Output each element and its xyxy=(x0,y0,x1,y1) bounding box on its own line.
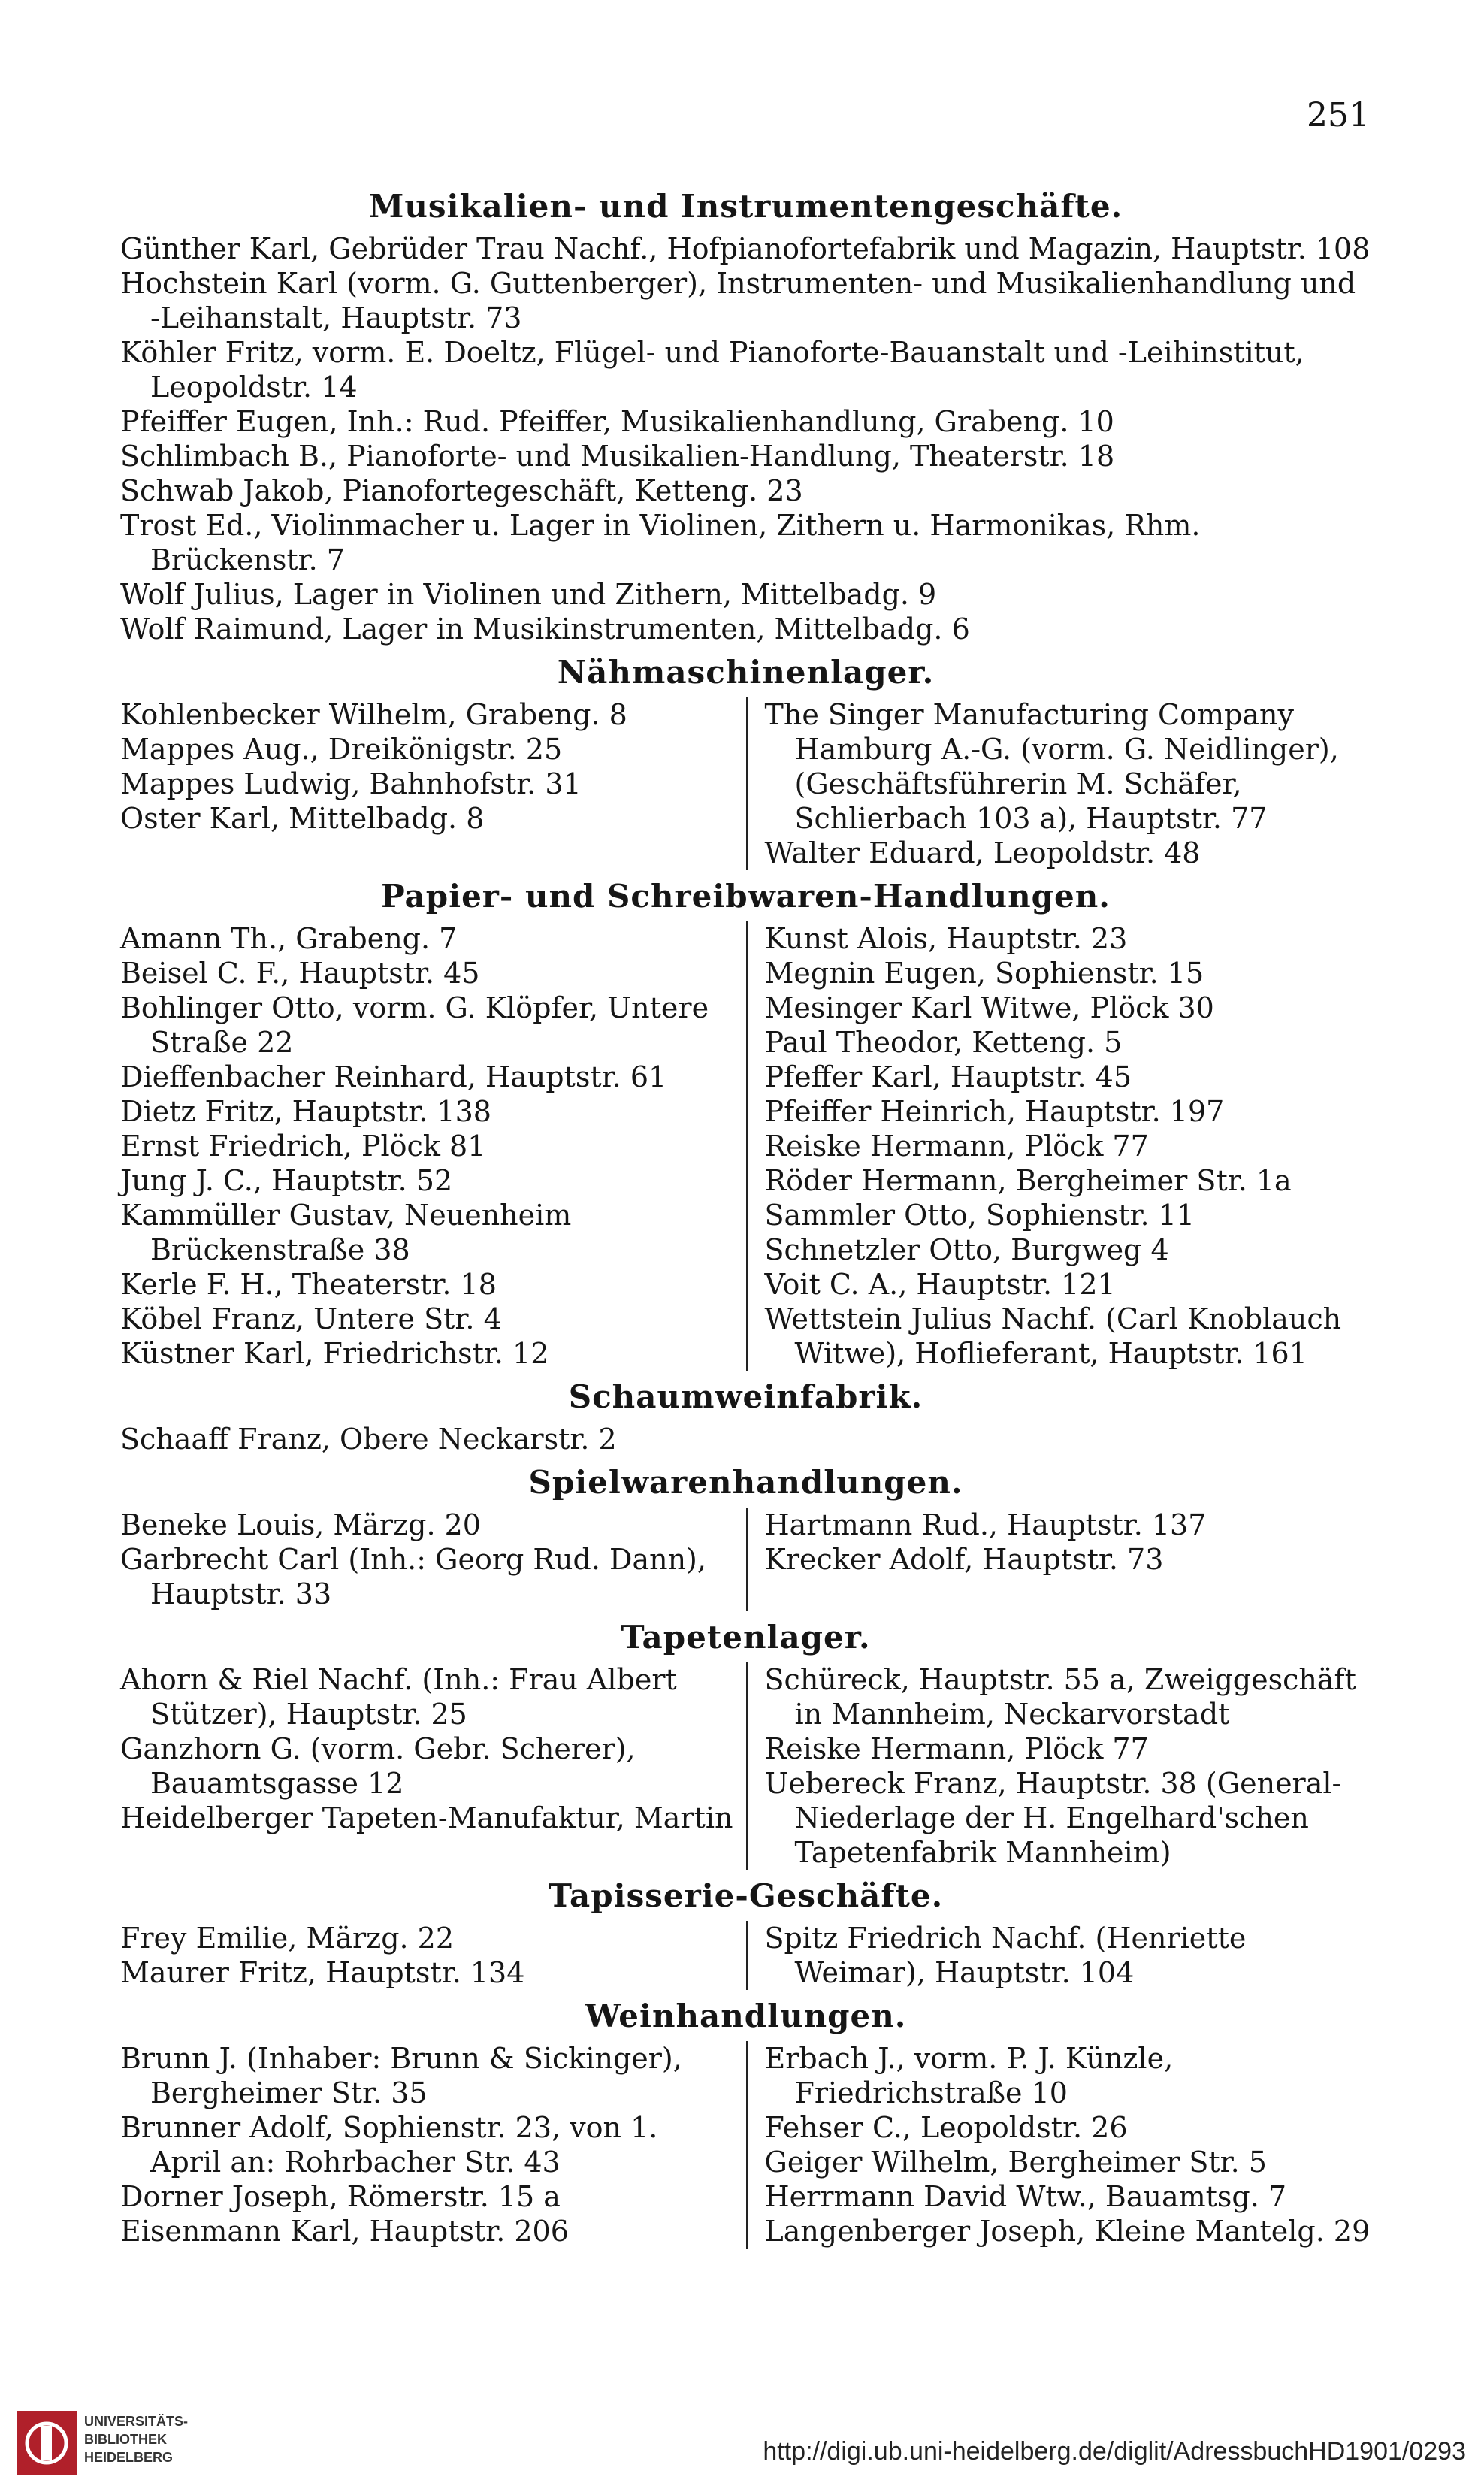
two-column-list xyxy=(120,2041,1371,2249)
two-column-list xyxy=(120,921,1371,1371)
library-logo xyxy=(17,2408,197,2480)
directory-entry: Küstner Karl, Friedrichstr. 12 xyxy=(120,1337,549,1370)
directory-entry: Ernst Friedrich, Plöck 81 xyxy=(120,1130,486,1163)
section-title: Musikalien- und Instrumentengeschäfte. xyxy=(368,188,1123,225)
directory-entry: Brunn J. (Inhaber: Brunn & Sickinger), Bergheimer Str. 35 xyxy=(120,2042,682,2109)
directory-entry: Schlimbach B., Pianoforte- und Musikalien-Handlung, Theaterstr. 18 xyxy=(120,440,1115,473)
directory-entry: Fehser C., Leopoldstr. 26 xyxy=(764,2111,1128,2144)
directory-entry: Günther Karl, Gebrüder Trau Nachf., Hofpianofortefabrik und Magazin, Hauptstr. 108 xyxy=(120,232,1371,265)
two-column-list xyxy=(120,1921,1371,1990)
directory-entry: Mesinger Karl Witwe, Plöck 30 xyxy=(764,991,1214,1024)
right-column xyxy=(746,921,1372,1371)
left-column xyxy=(120,921,746,1371)
directory-entry: Pfeffer Karl, Hauptstr. 45 xyxy=(764,1060,1132,1093)
two-column-list xyxy=(120,1662,1371,1870)
directory-entry: Mappes Aug., Dreikönigstr. 25 xyxy=(120,733,563,766)
directory-entry: Kunst Alois, Hauptstr. 23 xyxy=(764,922,1128,955)
section-title: Nähmaschinenlager. xyxy=(557,654,935,691)
directory-entry: Megnin Eugen, Sophienstr. 15 xyxy=(764,957,1204,990)
directory-entry: Erbach J., vorm. P. J. Künzle, Friedrichstraße 10 xyxy=(764,2042,1174,2109)
logo-line: UNIVERSITÄTS- xyxy=(84,2414,189,2429)
directory-entry: Wettstein Julius Nachf. (Carl Knoblauch Witwe), Hoflieferant, Hauptstr. 161 xyxy=(764,1302,1342,1370)
directory-entry: Hochstein Karl (vorm. G. Guttenberger), Instrumenten- und Musikalienhandlung und -Leihanstalt, Hauptstr. 73 xyxy=(120,267,1356,334)
library-logo-text xyxy=(84,2412,188,2466)
library-seal-icon xyxy=(17,2411,77,2475)
left-column xyxy=(120,1508,746,1611)
directory-entry: Mappes Ludwig, Bahnhofstr. 31 xyxy=(120,767,582,800)
directory-entry: Wolf Julius, Lager in Violinen und Zithern, Mittelbadg. 9 xyxy=(120,578,937,611)
directory-entry: Reiske Hermann, Plöck 77 xyxy=(764,1130,1149,1163)
directory-entry: Spitz Friedrich Nachf. (Henriette Weimar), Hauptstr. 104 xyxy=(764,1922,1247,1989)
logo-line: BIBLIOTHEK xyxy=(84,2432,167,2447)
directory-entry: Beisel C. F., Hauptstr. 45 xyxy=(120,957,480,990)
right-column xyxy=(746,1662,1372,1870)
section-title: Tapisserie-Geschäfte. xyxy=(548,1877,944,1914)
source-url-link[interactable]: http://digi.ub.uni-heidelberg.de/diglit/AdressbuchHD1901/0293 xyxy=(763,2437,1466,2466)
page-number: 251 xyxy=(1307,96,1370,135)
directory-entry: The Singer Manufacturing Company Hamburg A.-G. (vorm. G. Neidlinger), (Geschäftsführerin M. Schäfer, Schlierbach 103 a), Hauptstr. 77 xyxy=(764,698,1339,835)
left-column xyxy=(120,697,746,870)
directory-entry: Jung J. C., Hauptstr. 52 xyxy=(120,1164,453,1197)
directory-entry: Köbel Franz, Untere Str. 4 xyxy=(120,1302,502,1335)
directory-entry: Kohlenbecker Wilhelm, Grabeng. 8 xyxy=(120,698,627,731)
right-column xyxy=(746,1921,1372,1990)
section-title: Tapetenlager. xyxy=(621,1619,871,1656)
directory-entry: Dieffenbacher Reinhard, Hauptstr. 61 xyxy=(120,1060,667,1093)
directory-entry: Trost Ed., Violinmacher u. Lager in Violinen, Zithern u. Harmonikas, Rhm. Brückenstr. 7 xyxy=(120,509,1201,576)
right-column xyxy=(746,697,1372,870)
directory-entry: Dorner Joseph, Römerstr. 15 a xyxy=(120,2180,561,2213)
directory-entry: Heidelberger Tapeten-Manufaktur, Martin xyxy=(120,1801,733,1834)
directory-entry: Geiger Wilhelm, Bergheimer Str. 5 xyxy=(764,2146,1267,2179)
section-title: Weinhandlungen. xyxy=(585,1998,907,2034)
directory-entry: Beneke Louis, Märzg. 20 xyxy=(120,1508,481,1541)
footer xyxy=(0,2399,1484,2489)
directory-entry: Krecker Adolf, Hauptstr. 73 xyxy=(764,1543,1164,1576)
directory-content xyxy=(120,180,1371,2249)
directory-entry: Ahorn & Riel Nachf. (Inh.: Frau Albert Stützer), Hauptstr. 25 xyxy=(120,1663,677,1731)
directory-entry: Maurer Fritz, Hauptstr. 134 xyxy=(120,1956,525,1989)
logo-line: HEIDELBERG xyxy=(84,2450,174,2465)
section-title: Papier- und Schreibwaren-Handlungen. xyxy=(381,878,1111,915)
two-column-list xyxy=(120,697,1371,870)
directory-entry: Pfeiffer Eugen, Inh.: Rud. Pfeiffer, Musikalienhandlung, Grabeng. 10 xyxy=(120,405,1114,438)
directory-entry: Reiske Hermann, Plöck 77 xyxy=(764,1732,1149,1765)
directory-entry: Bohlinger Otto, vorm. G. Klöpfer, Untere Straße 22 xyxy=(120,991,709,1059)
left-column xyxy=(120,1921,746,1990)
directory-entry: Frey Emilie, Märzg. 22 xyxy=(120,1922,455,1955)
directory-entry: Köhler Fritz, vorm. E. Doeltz, Flügel- und Pianoforte-Bauanstalt und -Leihinstitut, Leopoldstr. 14 xyxy=(120,336,1304,404)
directory-entry: Schaaff Franz, Obere Neckarstr. 2 xyxy=(120,1423,617,1456)
section-title: Spielwarenhandlungen. xyxy=(528,1464,963,1501)
right-column xyxy=(746,2041,1372,2249)
directory-entry: Walter Eduard, Leopoldstr. 48 xyxy=(764,836,1201,869)
directory-entry: Kerle F. H., Theaterstr. 18 xyxy=(120,1268,497,1301)
directory-entry: Voit C. A., Hauptstr. 121 xyxy=(764,1268,1116,1301)
directory-entry: Oster Karl, Mittelbadg. 8 xyxy=(120,802,485,835)
directory-entry: Dietz Fritz, Hauptstr. 138 xyxy=(120,1095,491,1128)
directory-entry: Kammüller Gustav, Neuenheim Brückenstraße 38 xyxy=(120,1199,572,1266)
two-column-list xyxy=(120,1508,1371,1611)
directory-entry: Röder Hermann, Bergheimer Str. 1a xyxy=(764,1164,1292,1197)
directory-entry: Brunner Adolf, Sophienstr. 23, von 1. April an: Rohrbacher Str. 43 xyxy=(120,2111,658,2179)
directory-entry: Langenberger Joseph, Kleine Mantelg. 29 xyxy=(764,2215,1371,2248)
directory-entry: Uebereck Franz, Hauptstr. 38 (General-Niederlage der H. Engelhard'schen Tapetenfabrik Mannheim) xyxy=(764,1767,1342,1869)
right-column xyxy=(746,1508,1372,1611)
directory-entry: Sammler Otto, Sophienstr. 11 xyxy=(764,1199,1195,1232)
directory-entry: Herrmann David Wtw., Bauamtsg. 7 xyxy=(764,2180,1287,2213)
directory-entry: Hartmann Rud., Hauptstr. 137 xyxy=(764,1508,1207,1541)
directory-entry: Schwab Jakob, Pianofortegeschäft, Ketteng. 23 xyxy=(120,474,803,507)
directory-entry: Eisenmann Karl, Hauptstr. 206 xyxy=(120,2215,569,2248)
directory-entry: Ganzhorn G. (vorm. Gebr. Scherer), Bauamtsgasse 12 xyxy=(120,1732,636,1800)
directory-entry: Amann Th., Grabeng. 7 xyxy=(120,922,458,955)
directory-entry: Garbrecht Carl (Inh.: Georg Rud. Dann), Hauptstr. 33 xyxy=(120,1543,706,1610)
directory-entry: Pfeiffer Heinrich, Hauptstr. 197 xyxy=(764,1095,1225,1128)
section-title: Schaumweinfabrik. xyxy=(568,1378,923,1415)
directory-entry: Schnetzler Otto, Burgweg 4 xyxy=(764,1233,1169,1266)
directory-entry: Wolf Raimund, Lager in Musikinstrumenten, Mittelbadg. 6 xyxy=(120,612,970,646)
left-column xyxy=(120,2041,746,2249)
left-column xyxy=(120,1662,746,1870)
directory-entry: Schüreck, Hauptstr. 55 a, Zweiggeschäft in Mannheim, Neckarvorstadt xyxy=(764,1663,1356,1731)
directory-entry: Paul Theodor, Ketteng. 5 xyxy=(764,1026,1123,1059)
